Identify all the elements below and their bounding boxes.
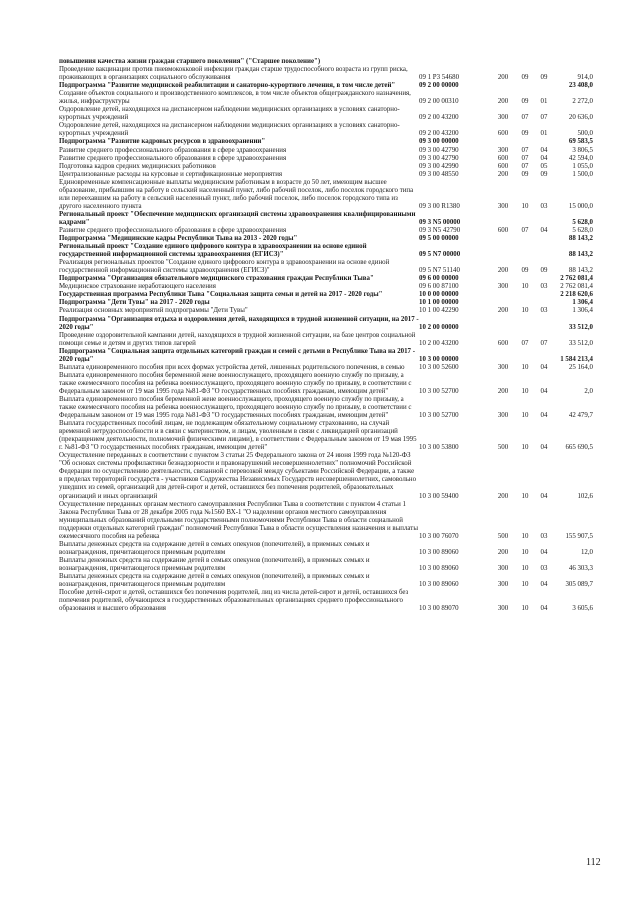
table-row: [59, 90, 593, 106]
cell-vr: 200: [497, 492, 509, 500]
cell-pr: [535, 58, 553, 66]
cell-vr: 200: [497, 74, 509, 82]
cell-rz: 07: [521, 114, 529, 122]
cell-vr: 300: [497, 605, 509, 613]
cell-vr: 300: [497, 363, 509, 371]
cell-vr: [491, 299, 515, 307]
cell-amount: 33 512,0: [568, 339, 593, 347]
cell-name: Выплаты денежных средств на содержание детей в семьях опекунов (попечителей), в приемных семьях и вознаграждения, причитающегося приемным родителям: [59, 556, 370, 572]
cell-rz: [515, 138, 535, 146]
cell-code: 09 3 00 42790: [419, 146, 459, 154]
table-row: [59, 122, 593, 138]
cell-pr: 04: [540, 146, 548, 154]
cell-vr: [491, 138, 515, 146]
cell-amount: 46 303,3: [568, 564, 593, 572]
cell-code: 09 3 N5 00000: [419, 218, 461, 226]
cell-code: 09 5 N7 00000: [419, 251, 461, 259]
cell-name: Оздоровление детей, находящихся на диспансерном наблюдении медицинских организациях в условиях санаторно-курортных учреждений: [59, 122, 400, 138]
cell-rz: [515, 58, 535, 66]
table-row: [59, 138, 593, 146]
cell-rz: [515, 299, 535, 307]
cell-vr: 200: [497, 387, 509, 395]
cell-vr: [491, 275, 515, 283]
cell-code: 10 2 00 00000: [419, 323, 459, 331]
cell-code: 09 2 00 00310: [419, 98, 459, 106]
cell-vr: [491, 316, 515, 332]
cell-pr: [535, 299, 553, 307]
cell-rz: [515, 235, 535, 243]
cell-code: 09 2 00 43200: [419, 130, 459, 138]
cell-code: 10 3 00 52700: [419, 412, 459, 420]
cell-amount: 69 583,5: [568, 138, 593, 146]
cell-code: 10 3 00 89070: [419, 605, 459, 613]
cell-name: Реализация основных мероприятий подпрограммы "Дети Тувы": [59, 307, 248, 315]
cell-rz: 10: [521, 363, 529, 371]
cell-pr: [535, 316, 553, 332]
cell-code: 09 3 00 48550: [419, 170, 459, 178]
cell-code: 09 1 P3 54680: [419, 74, 460, 82]
cell-name: Выплата единовременного пособия при всех формах устройства детей, лишенных родительского попечения, в семью: [59, 363, 405, 371]
cell-amount: 155 907,5: [565, 532, 593, 540]
cell-rz: 10: [521, 564, 529, 572]
cell-vr: 200: [497, 98, 509, 106]
cell-rz: 10: [521, 605, 529, 613]
cell-pr: [535, 82, 553, 90]
cell-pr: 04: [540, 492, 548, 500]
cell-amount: 25 164,0: [568, 363, 593, 371]
table-row: [59, 147, 593, 155]
cell-code: 10 3 00 52700: [419, 387, 459, 395]
cell-amount: 33 512,0: [568, 323, 593, 331]
cell-amount: 914,0: [577, 74, 593, 82]
cell-rz: [515, 275, 535, 283]
table-row: [59, 396, 593, 420]
cell-amount: 2 218 620,6: [560, 291, 593, 299]
cell-code: 10 3 00 89060: [419, 548, 459, 556]
cell-rz: [515, 82, 535, 90]
table-row: [59, 420, 593, 452]
cell-vr: 200: [497, 548, 509, 556]
cell-amount: 1 306,4: [572, 307, 593, 315]
cell-pr: 04: [540, 548, 548, 556]
cell-name: Единовременные компенсационные выплаты медицинским работникам в возрасте до 50 лет, имеющим высшее образование, прибывшим на работу в сельский населенный пункт, либо рабочий поселок, либо поселок городского типа или переехавшим на работу в сельский населенный пункт, либо рабочий поселок, либо поселок городского типа из другого населенного пункта: [59, 178, 414, 210]
budget-table-body: [59, 58, 593, 613]
cell-vr: [491, 82, 515, 90]
table-row: [59, 66, 593, 82]
table-row: [59, 163, 593, 171]
cell-rz: 10: [521, 412, 529, 420]
cell-pr: 04: [540, 154, 548, 162]
cell-amount: 88 143,2: [568, 267, 593, 275]
cell-rz: [515, 211, 535, 227]
cell-code: 09 5 00 00000: [419, 235, 459, 243]
cell-rz: [515, 348, 535, 364]
cell-rz: 07: [521, 154, 529, 162]
table-row: [59, 259, 593, 275]
cell-code: 09 6 00 87100: [419, 283, 459, 291]
table-row: [59, 291, 593, 299]
cell-code: 10 3 00 89060: [419, 564, 459, 572]
table-row: [59, 501, 593, 541]
table-row: [59, 179, 593, 211]
cell-rz: 10: [521, 283, 529, 291]
table-row: [59, 243, 593, 259]
table-row: [59, 275, 593, 283]
cell-pr: 03: [540, 307, 548, 315]
cell-rz: 09: [521, 74, 529, 82]
cell-pr: 03: [540, 283, 548, 291]
cell-vr: 600: [497, 130, 509, 138]
table-row: [59, 372, 593, 396]
cell-vr: 200: [497, 170, 509, 178]
cell-amount: 42 594,0: [568, 154, 593, 162]
cell-vr: 300: [497, 412, 509, 420]
cell-code: 09 3 00 42990: [419, 162, 459, 170]
table-row: [59, 106, 593, 122]
cell-vr: 300: [497, 283, 509, 291]
cell-code: 09 3 00 R1380: [419, 202, 460, 210]
cell-pr: 03: [540, 202, 548, 210]
cell-code: 09 2 00 43200: [419, 114, 459, 122]
table-row: [59, 541, 593, 557]
cell-name: Выплаты денежных средств на содержание детей в семьях опекунов (попечителей), в приемных семьях и вознаграждения, причитающегося приемным родителям: [59, 573, 370, 589]
cell-pr: 09: [540, 170, 548, 178]
cell-amount: [553, 58, 593, 66]
cell-name: Медицинское страхование неработающего населения: [59, 283, 216, 291]
cell-name: Подпрограмма "Организация отдыха и оздоровления детей, находящихся в трудной жизненной ситуации, на 2017 - 2020 годы": [59, 315, 419, 331]
budget-table: [59, 58, 593, 613]
cell-pr: [535, 138, 553, 146]
cell-pr: 04: [540, 226, 548, 234]
cell-name: Выплата государственных пособий лицам, не подлежащим обязательному социальному страхованию, на случай временной нетрудоспособности и в связи с материнством, и лицам, уволенным в связи с ликвидацией организаций (прекращением деятельности, полномочий физическими лицами), в соответствии с Федеральным законом от 19 мая 1995 г. №81-ФЗ "О государственных пособиях гражданам, имеющим детей": [59, 420, 417, 452]
cell-rz: 07: [521, 162, 529, 170]
cell-amount: 2 762 081,4: [560, 275, 593, 283]
cell-vr: 300: [497, 114, 509, 122]
cell-vr: [491, 211, 515, 227]
cell-name: Подпрограмма "Социальная защита отдельных категорий граждан и семей с детьми в Республике Тыва на 2017 - 2020 годы": [59, 347, 415, 363]
cell-code: 10 3 00 76070: [419, 532, 459, 540]
cell-pr: 04: [540, 412, 548, 420]
cell-amount: 3 806,5: [572, 146, 593, 154]
cell-code: 10 3 00 00000: [419, 355, 459, 363]
cell-rz: 10: [521, 307, 529, 315]
cell-vr: 500: [497, 532, 509, 540]
cell-pr: 04: [540, 444, 548, 452]
cell-rz: 10: [521, 548, 529, 556]
cell-code: 10 0 00 00000: [419, 291, 459, 299]
cell-amount: 3 605,6: [572, 605, 593, 613]
cell-pr: 01: [540, 98, 548, 106]
cell-vr: 200: [497, 267, 509, 275]
cell-rz: 10: [521, 444, 529, 452]
cell-name: Региональный проект "Обеспечение медицинских организаций системы здравоохранения квалифицированными кадрами": [59, 210, 416, 226]
cell-pr: 04: [540, 581, 548, 589]
cell-rz: 07: [521, 339, 529, 347]
cell-name: Выплата единовременного пособия беременной жене военнослужащего, проходящего военную службу по призыву, а также ежемесячного пособия на ребенка военнослужащего, проходящего военную службу по призыву, в соответствии с Федеральным законом от 19 мая 1995 года №81-ФЗ "О государственных пособиях гражданам, имеющим детей": [59, 395, 412, 420]
cell-rz: 09: [521, 267, 529, 275]
table-row: [59, 307, 593, 315]
cell-pr: 07: [540, 339, 548, 347]
cell-amount: 102,6: [577, 492, 593, 500]
cell-vr: 600: [497, 162, 509, 170]
table-row: [59, 332, 593, 348]
cell-amount: 305 089,7: [565, 581, 593, 589]
cell-name: Подпрограмма "Дети Тувы" на 2017 - 2020 годы: [59, 299, 210, 307]
cell-name: Выплата единовременного пособия беременной жене военнослужащего, проходящего военную службу по призыву, а также ежемесячного пособия на ребенка военнослужащего, проходящего военную службу по призыву, в соответствии с Федеральным законом от 19 мая 1995 года №81-ФЗ "О государственных пособиях гражданам, имеющим детей": [59, 371, 412, 395]
table-row: [59, 316, 593, 332]
cell-amount: 12,0: [580, 548, 593, 556]
cell-pr: 09: [540, 74, 548, 82]
cell-pr: [535, 275, 553, 283]
cell-rz: 07: [521, 226, 529, 234]
cell-rz: 10: [521, 492, 529, 500]
cell-amount: 15 000,0: [568, 202, 593, 210]
cell-name: Создание объектов социального и производственного комплексов, в том числе объектов общегражданского назначения, жилья, инфраструктуры: [59, 90, 411, 106]
cell-rz: 10: [521, 387, 529, 395]
cell-rz: 09: [521, 170, 529, 178]
cell-code: 10 1 00 42290: [419, 307, 459, 315]
table-row: [59, 82, 593, 90]
cell-pr: 03: [540, 564, 548, 572]
cell-rz: [515, 243, 535, 259]
cell-code: [419, 58, 491, 66]
cell-vr: 300: [497, 564, 509, 572]
cell-amount: 42 479,7: [568, 412, 593, 420]
cell-amount: 2 272,0: [572, 98, 593, 106]
cell-rz: 09: [521, 130, 529, 138]
cell-name: Осуществление переданных в соответствии с пунктом 3 статьи 25 Федерального закона от 24 июня 1999 года №120-ФЗ "Об основах системы профилактики безнадзорности и правонарушений несовершеннолетних" полномочий Российской Федерации по осуществлению деятельности, связанной с перевозкой между субъектами Российской Федерации, а также в пределах территорий государств - участников Содружества Независимых Государств несовершеннолетних, самовольно ушедших из семей, организаций для детей-сирот и детей, оставшихся без попечения родителей, образовательных организаций и иных организаций: [59, 452, 417, 500]
cell-pr: 04: [540, 363, 548, 371]
cell-code: 10 1 00 00000: [419, 299, 459, 307]
cell-amount: 2 762 081,4: [560, 283, 593, 291]
cell-pr: 09: [540, 267, 548, 275]
cell-amount: 665 690,5: [565, 444, 593, 452]
cell-amount: 23 408,0: [568, 82, 593, 90]
cell-vr: [491, 58, 515, 66]
cell-name: Подпрограмма "Развитие медицинской реабилитации и санаторно-курортного лечения, в том числе детей": [59, 82, 396, 90]
cell-name: Пособие детей-сирот и детей, оставшихся без попечения родителей, лиц из числа детей-сирот и детей, оставшихся без попечения родителей, обучающихся в государственных образовательных организациях среднего профессионального образования и высшего образования: [59, 589, 409, 613]
cell-name: Реализация региональных проектов "Создание единого цифрового контура в здравоохранении на основе единой государственной информационной системы здравоохранения (ЕГИСЗ)": [59, 259, 390, 275]
cell-code: 10 3 00 59400: [419, 492, 459, 500]
cell-pr: 04: [540, 387, 548, 395]
cell-pr: 03: [540, 532, 548, 540]
table-row: [59, 589, 593, 613]
cell-name: Проведение оздоровительной кампании детей, находящихся в трудной жизненной ситуации, на базе центров социальной помощи семье и детям и других типов лагерей: [59, 331, 416, 347]
cell-rz: 10: [521, 202, 529, 210]
cell-code: 09 6 00 00000: [419, 275, 459, 283]
cell-vr: 300: [497, 202, 509, 210]
cell-vr: 300: [497, 581, 509, 589]
cell-pr: [535, 291, 553, 299]
table-row: [59, 58, 593, 66]
cell-code: 09 3 N5 42790: [419, 226, 461, 234]
cell-vr: [491, 243, 515, 259]
cell-amount: 5 628,0: [572, 226, 593, 234]
cell-amount: 1 055,0: [572, 162, 593, 170]
cell-name: Подпрограмма "Организация обязательного медицинского страхования граждан Республики Тыва": [59, 275, 374, 283]
cell-vr: 500: [497, 444, 509, 452]
cell-pr: [535, 235, 553, 243]
table-row: [59, 283, 593, 291]
cell-name: повышения качества жизни граждан старшего поколения" ("Старшее поколение"): [59, 58, 321, 65]
cell-vr: [491, 235, 515, 243]
table-row: [59, 348, 593, 364]
cell-code: 09 3 00 42790: [419, 154, 459, 162]
cell-code: 09 3 00 00000: [419, 138, 459, 146]
cell-code: 09 5 N7 51140: [419, 267, 460, 275]
cell-amount: 5 628,0: [572, 218, 593, 226]
cell-amount: 1 500,0: [572, 170, 593, 178]
cell-rz: 10: [521, 581, 529, 589]
cell-rz: [515, 316, 535, 332]
cell-code: 10 3 00 89060: [419, 581, 459, 589]
cell-vr: 200: [497, 307, 509, 315]
cell-vr: [491, 291, 515, 299]
cell-name: Подготовка кадров средних медицинских работников: [59, 162, 216, 170]
cell-code: 10 2 00 43200: [419, 339, 459, 347]
cell-pr: [535, 211, 553, 227]
cell-amount: 88 143,2: [568, 251, 593, 259]
cell-pr: 07: [540, 114, 548, 122]
cell-name: Региональный проект "Создание единого цифрового контура в здравоохранении на основе единой государственной информационной системы здравоохранения (ЕГИСЗ)": [59, 243, 367, 259]
cell-name: Развитие среднего профессионального образования в сфере здравоохранения: [59, 154, 287, 162]
cell-vr: 600: [497, 226, 509, 234]
cell-rz: 10: [521, 532, 529, 540]
table-row: [59, 364, 593, 372]
cell-amount: 88 143,2: [568, 235, 593, 243]
cell-amount: 2,0: [584, 387, 593, 395]
cell-pr: [535, 243, 553, 259]
table-row: [59, 211, 593, 227]
table-row: [59, 227, 593, 235]
table-row: [59, 171, 593, 179]
table-row: [59, 155, 593, 163]
cell-rz: 09: [521, 98, 529, 106]
cell-pr: 05: [540, 162, 548, 170]
cell-pr: [535, 348, 553, 364]
cell-name: Государственная программа Республики Тыва "Социальная защита семьи и детей на 2017 - 2020 годы": [59, 291, 383, 299]
cell-name: Подпрограмма "Развитие кадровых ресурсов в здравоохранении": [59, 138, 266, 146]
cell-name: Развитие среднего профессионального образования в сфере здравоохранения: [59, 146, 287, 154]
cell-amount: 1 306,4: [572, 299, 593, 307]
cell-pr: 01: [540, 130, 548, 138]
cell-code: 10 3 00 52600: [419, 363, 459, 371]
cell-name: Оздоровление детей, находящихся на диспансерном наблюдении медицинских организациях в условиях санаторно-курортных учреждений: [59, 106, 400, 122]
table-row: [59, 452, 593, 500]
cell-pr: 04: [540, 605, 548, 613]
cell-rz: 07: [521, 146, 529, 154]
table-row: [59, 299, 593, 307]
cell-amount: 500,0: [577, 130, 593, 138]
cell-rz: [515, 291, 535, 299]
cell-name: Выплаты денежных средств на содержание детей в семьях опекунов (попечителей), в приемных семьях и вознаграждения, причитающегося приемным родителям: [59, 540, 370, 556]
cell-code: 10 3 00 53800: [419, 444, 459, 452]
cell-name: Развитие среднего профессионального образования в сфере здравоохранения: [59, 226, 287, 234]
cell-vr: 600: [497, 154, 509, 162]
cell-vr: [491, 348, 515, 364]
cell-code: 09 2 00 00000: [419, 82, 459, 90]
table-row: [59, 557, 593, 573]
cell-name: Подпрограмма "Медицинские кадры Республики Тыва на 2013 - 2020 годы": [59, 235, 298, 243]
cell-amount: 1 584 213,4: [560, 355, 593, 363]
cell-amount: 20 636,0: [568, 114, 593, 122]
table-row: [59, 573, 593, 589]
cell-vr: 600: [497, 339, 509, 347]
cell-vr: 300: [497, 146, 509, 154]
table-row: [59, 235, 593, 243]
cell-name: Проведение вакцинации против пневмококковой инфекции граждан старше трудоспособного возраста из групп риска, проживающих в организациях социального обслуживания: [59, 66, 408, 82]
cell-name: Централизованные расходы на курсовые и сертификационные мероприятия: [59, 170, 283, 178]
page-number: 112: [586, 857, 601, 868]
cell-name: Осуществление переданных органам местного самоуправления Республики Тыва в соответствии с пунктом 4 статьи 1 Закона Республики Тыва от 28 декабря 2005 года №1560 ВХ-1 "О наделении органов местного самоуправления муниципальных образований отдельными государственными полномочиями Республики Тыва в области социальной поддержки отдельных категорий граждан" полномочий Республики Тыва в области осуществления назначения и выплаты ежемесячного пособия на ребенка: [59, 500, 418, 540]
